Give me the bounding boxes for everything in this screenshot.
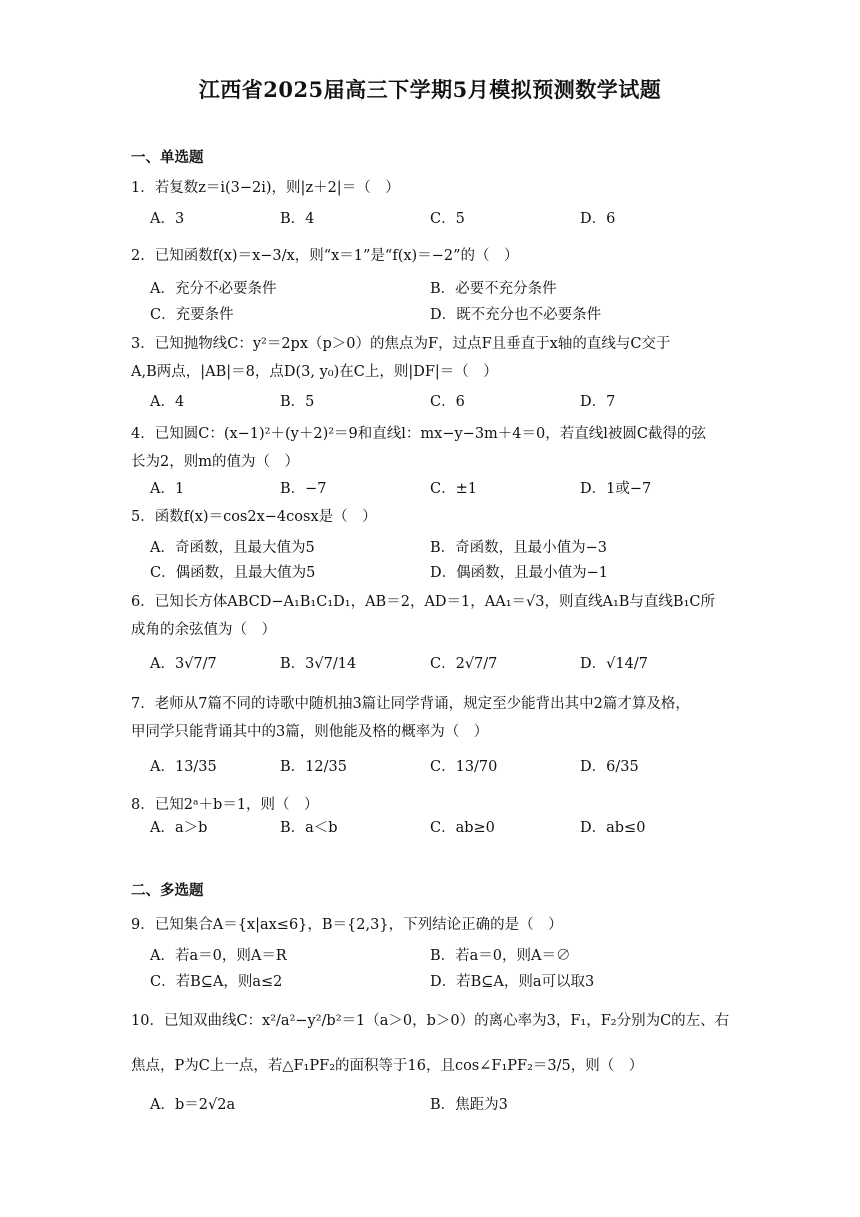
option-c: C．2√7/7: [430, 656, 498, 672]
option-c: C．充要条件: [150, 307, 234, 323]
option-b: B．焦距为3: [430, 1097, 508, 1113]
question-8-options: [150, 816, 770, 846]
question-4-stem: 4．已知圆C：(x−1)²＋(y＋2)²＝9和直线l：mx−y−3m＋4＝0，若直线l被圆C截得的弦: [131, 426, 706, 442]
question-1-options: [150, 207, 770, 237]
option-a: A．3√7/7: [150, 656, 217, 672]
question-6-stem-line2: 成角的余弦值为（ ）: [131, 622, 276, 638]
question-3-options: [150, 390, 770, 420]
question-1-stem: 1．若复数z＝i(3−2i)，则|z＋2|＝（ ）: [131, 180, 400, 196]
option-b: B．必要不充分条件: [430, 281, 557, 297]
option-c: C．ab≥0: [430, 820, 495, 836]
option-a: A．13/35: [150, 759, 217, 775]
option-b: B．5: [280, 394, 315, 410]
option-b: B．4: [280, 211, 315, 227]
option-d: D．1或−7: [580, 481, 652, 497]
question-9-options-row2: [150, 970, 770, 1000]
option-b: B．奇函数，且最小值为−3: [430, 540, 608, 556]
question-4-options: [150, 477, 770, 507]
question-9-stem: 9．已知集合A＝{x|ax≤6}，B＝{2,3}，下列结论正确的是（ ）: [131, 917, 563, 933]
question-5-stem: 5．函数f(x)＝cos2x−4cosx是（ ）: [131, 509, 377, 525]
option-a: A．3: [150, 211, 185, 227]
option-a: A．奇函数，且最大值为5: [150, 540, 315, 556]
option-c: C．6: [430, 394, 465, 410]
option-c: C．偶函数，且最大值为5: [150, 565, 316, 581]
option-b: B．3√7/14: [280, 656, 357, 672]
question-7-options: [150, 755, 770, 795]
question-10-stem: 10．已知双曲线C：x²/a²−y²/b²＝1（a＞0，b＞0）的离心率为3，F₁，F₂分别为C的左、右: [131, 1013, 730, 1029]
option-d: D．若B⊆A，则a可以取3: [430, 974, 595, 990]
question-5-options-row2: [150, 561, 770, 591]
option-d: D．√14/7: [580, 656, 648, 672]
section-multiple-choice: 二、多选题: [131, 882, 204, 899]
option-a: A．b＝2√2a: [150, 1097, 236, 1113]
option-d: D．偶函数，且最小值为−1: [430, 565, 608, 581]
option-d: D．6: [580, 211, 616, 227]
option-b: B．12/35: [280, 759, 347, 775]
section-single-choice: 一、单选题: [131, 149, 204, 166]
question-8-stem: 8．已知2ᵃ＋b＝1，则（ ）: [131, 797, 319, 813]
question-6-stem: 6．已知长方体ABCD−A₁B₁C₁D₁，AB＝2，AD＝1，AA₁＝√3，则直线A₁B与直线B₁C所: [131, 594, 715, 610]
option-c: C．若B⊆A，则a≤2: [150, 974, 283, 990]
page-title: 江西省2025届高三下学期5月模拟预测数学试题: [198, 77, 662, 102]
question-2-stem: 2．已知函数f(x)＝x−3/x，则“x＝1”是“f(x)＝−2”的（ ）: [131, 248, 519, 264]
option-c: C．5: [430, 211, 465, 227]
question-7-stem-line2: 甲同学只能背诵其中的3篇，则他能及格的概率为（ ）: [131, 724, 489, 740]
option-a: A．4: [150, 394, 185, 410]
question-2-options-row2: [150, 303, 770, 333]
option-d: D．7: [580, 394, 616, 410]
question-10-stem-line2: 焦点，P为C上一点，若△F₁PF₂的面积等于16，且cos∠F₁PF₂＝3/5，则（ ）: [131, 1058, 644, 1074]
question-10-options-row1: [150, 1093, 770, 1123]
option-d: D．既不充分也不必要条件: [430, 307, 602, 323]
option-c: C．±1: [430, 481, 477, 497]
question-6-options: [150, 652, 770, 692]
option-a: A．充分不必要条件: [150, 281, 277, 297]
question-4-stem-line2: 长为2，则m的值为（ ）: [131, 454, 299, 470]
option-b: B．a＜b: [280, 820, 338, 836]
option-d: D．ab≤0: [580, 820, 646, 836]
question-7-stem: 7．老师从7篇不同的诗歌中随机抽3篇让同学背诵，规定至少能背出其中2篇才算及格，: [131, 696, 690, 712]
option-d: D．6/35: [580, 759, 639, 775]
option-b: B．−7: [280, 481, 327, 497]
option-b: B．若a＝0，则A＝∅: [430, 948, 571, 964]
option-c: C．13/70: [430, 759, 498, 775]
option-a: A．1: [150, 481, 185, 497]
question-3-stem: 3．已知抛物线C：y²＝2px（p＞0）的焦点为F，过点F且垂直于x轴的直线与C交于: [131, 336, 671, 352]
option-a: A．若a＝0，则A＝R: [150, 948, 287, 964]
question-3-stem-line2: A,B两点，|AB|＝8，点D(3, y₀)在C上，则|DF|＝（ ）: [131, 364, 498, 380]
option-a: A．a＞b: [150, 820, 208, 836]
